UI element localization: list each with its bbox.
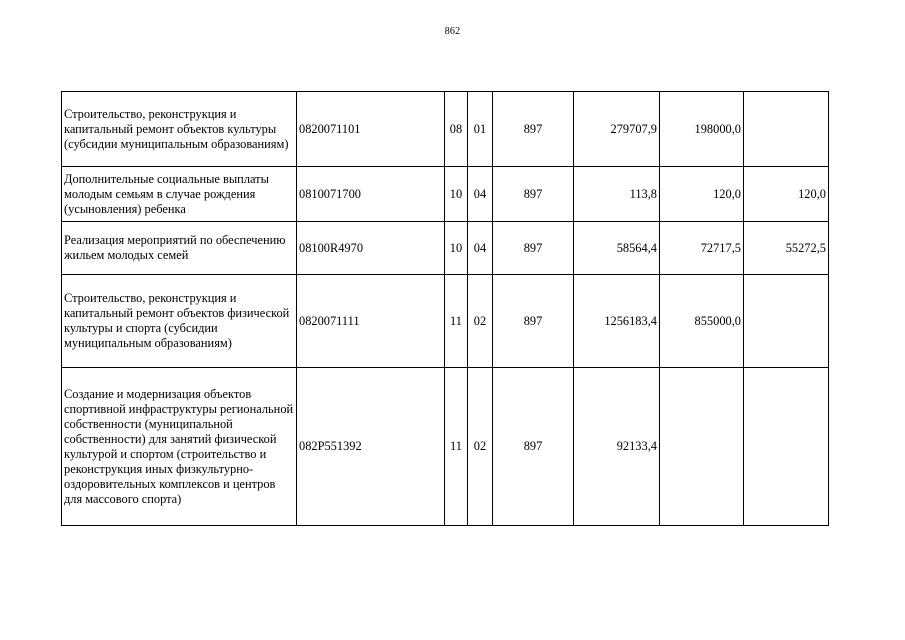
- row-sum3-cell: [744, 368, 829, 526]
- row-ved-cell: 897: [493, 167, 574, 222]
- row-sum2-cell: 72717,5: [660, 222, 744, 275]
- row-sum2-cell: 120,0: [660, 167, 744, 222]
- row-name-cell: Строительство, реконструкция и капитальный ремонт объектов культуры (субсидии муниципальным образованиям): [62, 92, 297, 167]
- row-ved-cell: 897: [493, 275, 574, 368]
- page-number: 862: [444, 26, 461, 37]
- row-sum3-cell: 55272,5: [744, 222, 829, 275]
- row-code-cell: 0820071111: [297, 275, 445, 368]
- row-sum1-cell: 58564,4: [574, 222, 660, 275]
- row-ved-cell: 897: [493, 368, 574, 526]
- row-sum3-cell: 120,0: [744, 167, 829, 222]
- row-sum1-cell: 113,8: [574, 167, 660, 222]
- row-code-cell: 082P551392: [297, 368, 445, 526]
- table-row: [62, 167, 829, 222]
- row-name-cell: Реализация мероприятий по обеспечению жильем молодых семей: [62, 222, 297, 275]
- table-row: [62, 92, 829, 167]
- row-section-cell: 10: [445, 222, 468, 275]
- row-sum1-cell: 92133,4: [574, 368, 660, 526]
- row-sum1-cell: 279707,9: [574, 92, 660, 167]
- row-sum3-cell: [744, 275, 829, 368]
- row-section-cell: 11: [445, 368, 468, 526]
- row-sum2-cell: 855000,0: [660, 275, 744, 368]
- row-section-cell: 08: [445, 92, 468, 167]
- row-sum1-cell: 1256183,4: [574, 275, 660, 368]
- row-name-cell: Строительство, реконструкция и капитальный ремонт объектов физической культуры и спорта (субсидии муниципальным образованиям): [62, 275, 297, 368]
- row-subsection-cell: 02: [468, 368, 493, 526]
- budget-table: [61, 91, 829, 526]
- row-sum2-cell: 198000,0: [660, 92, 744, 167]
- row-code-cell: 0820071101: [297, 92, 445, 167]
- row-name-cell: Дополнительные социальные выплаты молодым семьям в случае рождения (усыновления) ребенка: [62, 167, 297, 222]
- row-name-cell: Создание и модернизация объектов спортивной инфраструктуры региональной собственности (муниципальной собственности) для занятий физической культурой и спортом (строительство и реконструкция иных физкультурно-оздоровительных комплексов и центров для массового спорта): [62, 368, 297, 526]
- row-ved-cell: 897: [493, 92, 574, 167]
- row-subsection-cell: 02: [468, 275, 493, 368]
- row-sum2-cell: [660, 368, 744, 526]
- row-subsection-cell: 04: [468, 167, 493, 222]
- row-section-cell: 11: [445, 275, 468, 368]
- row-sum3-cell: [744, 92, 829, 167]
- table-row: [62, 275, 829, 368]
- row-subsection-cell: 04: [468, 222, 493, 275]
- row-code-cell: 0810071700: [297, 167, 445, 222]
- row-section-cell: 10: [445, 167, 468, 222]
- table-row: [62, 222, 829, 275]
- row-subsection-cell: 01: [468, 92, 493, 167]
- row-ved-cell: 897: [493, 222, 574, 275]
- table-row: [62, 368, 829, 526]
- row-code-cell: 08100R4970: [297, 222, 445, 275]
